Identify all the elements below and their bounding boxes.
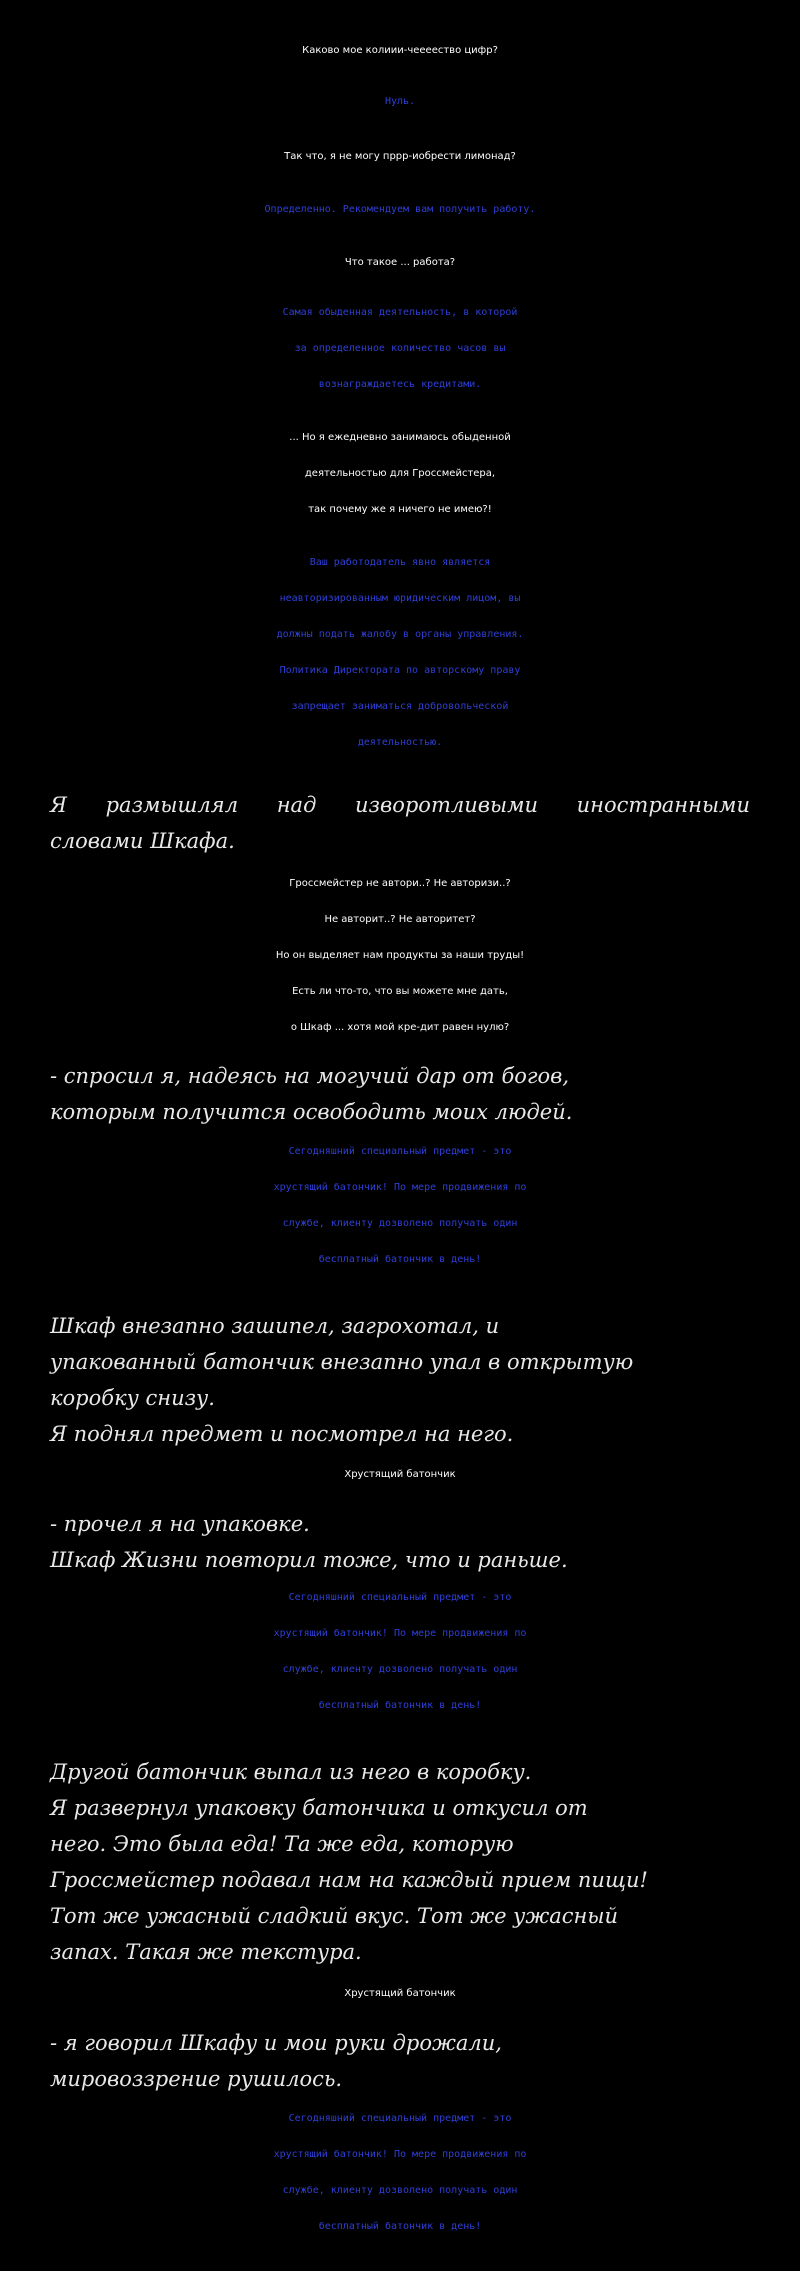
- wardrobe-reply-line: Сегодняшний специальный предмет - это: [288, 1146, 512, 1157]
- narration-paragraph: [50, 2025, 750, 2097]
- narration-line: Я размышлял над изворотливыми иностранными: [50, 793, 750, 817]
- wardrobe-reply-line: Сегодняшний специальный предмет - это: [288, 2113, 512, 2124]
- speech-line: Так что, я не могу пррр-иобрести лимонад?: [284, 151, 516, 162]
- narration-paragraph: [50, 1308, 750, 1452]
- narration-paragraph: [50, 1506, 750, 1578]
- narration-paragraph: [50, 1754, 750, 1970]
- speech-line: о Шкаф ... хотя мой кре-дит равен нулю?: [290, 1022, 510, 1033]
- wardrobe-reply-line: хрустящий батончик! По мере продвижения по: [273, 1628, 527, 1639]
- wardrobe-reply-line: должны подать жалобу в органы управления.: [276, 629, 524, 640]
- wardrobe-reply-line: за определенное количество часов вы: [294, 343, 506, 354]
- narration-line: него. Это была еда! Та же еда, которую: [50, 1832, 514, 1856]
- speech-line: Не авторит..? Не авторитет?: [324, 914, 476, 925]
- wardrobe-reply-line: хрустящий батончик! По мере продвижения по: [273, 1182, 527, 1193]
- narration-line: Гроссмейстер подавал нам на каждый прием пищи!: [50, 1868, 648, 1892]
- speech-line: деятельностью для Гроссмейстера,: [304, 468, 496, 479]
- speech-line: ... Но я ежедневно занимаюсь обыденной: [289, 432, 511, 443]
- narration-line: мировоззрение рушилось.: [50, 2067, 343, 2091]
- narration-line: Другой батончик выпал из него в коробку.: [50, 1760, 532, 1784]
- narration-line: упакованный батончик внезапно упал в открытую: [50, 1350, 634, 1374]
- wardrobe-reply-line: Сегодняшний специальный предмет - это: [288, 1592, 512, 1603]
- narration-line: словами Шкафа.: [50, 829, 235, 853]
- speech-line: Хрустящий батончик: [344, 1469, 456, 1480]
- wardrobe-reply-line: Самая обыденная деятельность, в которой: [282, 307, 518, 318]
- narration-line: - я говорил Шкафу и мои руки дрожали,: [50, 2031, 502, 2055]
- wardrobe-reply-line: запрещает заниматься добровольческой: [291, 701, 509, 712]
- narration-line: - прочел я на упаковке.: [50, 1512, 310, 1536]
- wardrobe-reply-line: Нуль.: [384, 96, 416, 107]
- narration-paragraph: [50, 1058, 750, 1130]
- narration-line: коробку снизу.: [50, 1386, 215, 1410]
- speech-line: Есть ли что-то, что вы можете мне дать,: [292, 986, 508, 997]
- wardrobe-reply-line: службе, клиенту дозволено получать один: [282, 1218, 518, 1229]
- narration-line: - спросил я, надеясь на могучий дар от богов,: [50, 1064, 570, 1088]
- speech-line: Хрустящий батончик: [344, 1988, 456, 1999]
- narration-line: Я поднял предмет и посмотрел на него.: [50, 1422, 514, 1446]
- narration-paragraph: [50, 787, 750, 859]
- speech-line: Каково мое колиии-чеееество цифр?: [302, 45, 498, 56]
- wardrobe-reply-line: службе, клиенту дозволено получать один: [282, 2185, 518, 2196]
- wardrobe-reply-line: Определенно. Рекомендуем вам получить работу.: [264, 204, 536, 215]
- speech-line: Гроссмейстер не автори..? Не авторизи..?: [289, 878, 511, 889]
- wardrobe-reply-line: Политика Директората по авторскому праву: [279, 665, 521, 676]
- narration-line: которым получится освободить моих людей.: [50, 1100, 573, 1124]
- wardrobe-reply-line: бесплатный батончик в день!: [318, 2221, 482, 2232]
- narration-line: Тот же ужасный сладкий вкус. Тот же ужасный: [50, 1904, 618, 1928]
- wardrobe-reply-line: хрустящий батончик! По мере продвижения по: [273, 2149, 527, 2160]
- narration-line: Я развернул упаковку батончика и откусил от: [50, 1796, 588, 1820]
- wardrobe-reply-line: службе, клиенту дозволено получать один: [282, 1664, 518, 1675]
- wardrobe-reply-line: вознаграждаетесь кредитами.: [318, 379, 482, 390]
- wardrobe-reply-line: Ваш работодатель явно является: [309, 557, 491, 568]
- speech-line: так почему же я ничего не имею?!: [308, 504, 492, 515]
- narration-line: запах. Такая же текстура.: [50, 1940, 362, 1964]
- wardrobe-reply-line: бесплатный батончик в день!: [318, 1254, 482, 1265]
- wardrobe-reply-line: деятельностью.: [357, 737, 443, 748]
- speech-line: Но он выделяет нам продукты за наши труды!: [275, 950, 525, 961]
- wardrobe-reply-line: неавторизированным юридическим лицом, вы: [279, 593, 521, 604]
- narration-line: Шкаф Жизни повторил тоже, что и раньше.: [50, 1548, 568, 1572]
- narration-line: Шкаф внезапно зашипел, загрохотал, и: [50, 1314, 500, 1338]
- wardrobe-reply-line: бесплатный батончик в день!: [318, 1700, 482, 1711]
- speech-line: Что такое ... работа?: [344, 257, 456, 268]
